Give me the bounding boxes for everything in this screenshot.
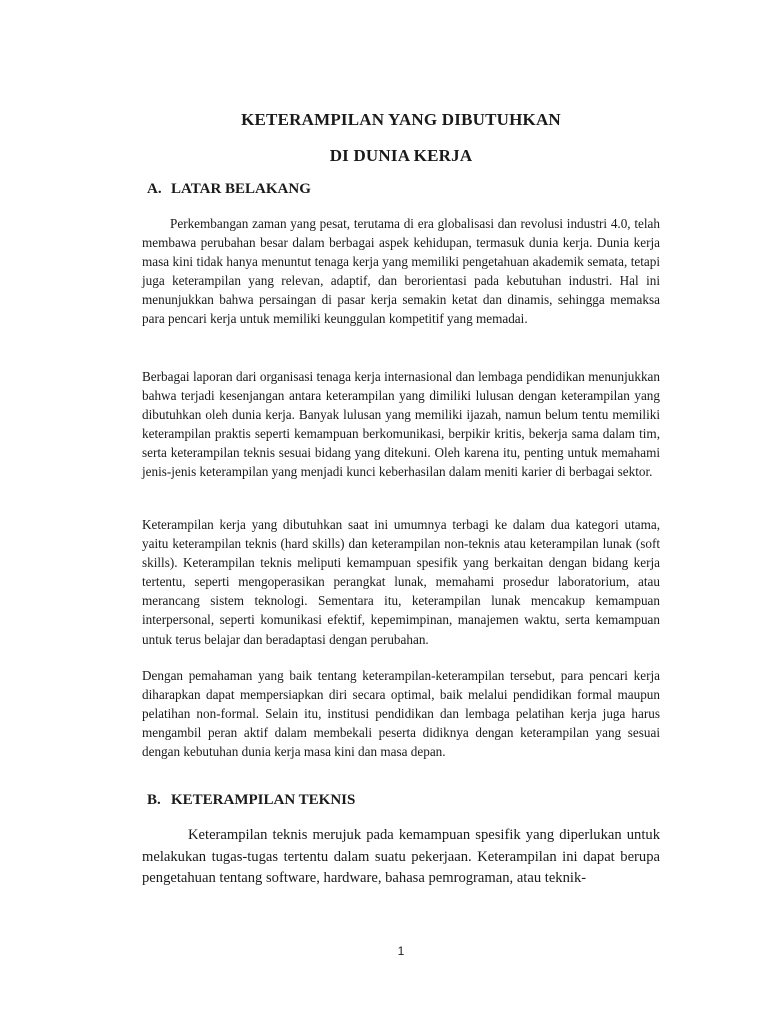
- paragraph-5: Keterampilan teknis merujuk pada kemampuan spesifik yang diperlukan untuk melakukan tugas-tugas tertentu dalam suatu pekerjaan. Keterampilan ini dapat berupa pengetahuan tentang software, hardware, bahasa pemrograman, atau teknik-: [142, 827, 660, 887]
- paragraph-1: Perkembangan zaman yang pesat, terutama di era globalisasi dan revolusi industri 4.0, telah membawa perubahan besar dalam berbagai aspek kehidupan, termasuk dunia kerja. Dunia kerja masa kini tidak hanya menuntut tenaga kerja yang memiliki pengetahuan akademik semata, tetapi juga keterampilan yang relevan, adaptif, dan berorientasi pada kebutuhan industri. Hal ini menunjukkan bahwa persaingan di pasar kerja semakin ketat dan dinamis, sehingga memaksa para pencari kerja untuk memiliki keunggulan kompetitif yang memadai.: [142, 216, 660, 327]
- paragraph-3: Keterampilan kerja yang dibutuhkan saat ini umumnya terbagi ke dalam dua kategori utama, yaitu keterampilan teknis (hard skills) dan keterampilan non-teknis atau keterampilan lunak (soft skills). Keterampilan teknis meliputi kemampuan spesifik yang berkaitan dengan bidang kerja tertentu, seperti mengoperasikan perangkat lunak, memahami prosedur laboratorium, atau merancang sistem teknologi. Sementara itu, keterampilan lunak mencakup kemampuan interpersonal, seperti komunikasi efektif, kepemimpinan, manajemen waktu, serta kemampuan untuk terus belajar dan beradaptasi dengan perubahan.: [142, 517, 660, 647]
- section-b-heading: [147, 792, 355, 809]
- paragraph-4: Dengan pemahaman yang baik tentang keterampilan-keterampilan tersebut, para pencari kerja diharapkan dapat mempersiapkan diri secara optimal, baik melalui pendidikan formal maupun pelatihan non-formal. Selain itu, institusi pendidikan dan lembaga pelatihan kerja juga harus mengambil peran aktif dalam membekali peserta didiknya dengan keterampilan yang sesuai dengan kebutuhan dunia kerja masa kini dan masa depan.: [142, 668, 660, 760]
- paragraph-2: Berbagai laporan dari organisasi tenaga kerja internasional dan lembaga pendidikan menunjukkan bahwa terjadi kesenjangan antara keterampilan yang dimiliki lulusan dengan keterampilan yang dibutuhkan oleh dunia kerja. Banyak lulusan yang memiliki ijazah, namun belum tentu memiliki keterampilan praktis seperti kemampuan berkomunikasi, berpikir kritis, bekerja sama dalam tim, serta keterampilan teknis sesuai bidang yang ditekuni. Oleh karena itu, penting untuk memahami jenis-jenis keterampilan yang menjadi kunci keberhasilan dalam meniti karier di berbagai sektor.: [142, 369, 660, 480]
- section-a-marker: A.: [147, 181, 162, 197]
- document-title-line-2: DI DUNIA KERJA: [329, 146, 473, 165]
- section-a-title: LATAR BELAKANG: [171, 181, 311, 197]
- section-b-marker: B.: [147, 792, 161, 808]
- document-title-line-1: KETERAMPILAN YANG DIBUTUHKAN: [241, 110, 561, 129]
- section-b-title: KETERAMPILAN TEKNIS: [171, 792, 356, 808]
- section-a-heading: [147, 181, 311, 198]
- page-number: 1: [397, 944, 405, 958]
